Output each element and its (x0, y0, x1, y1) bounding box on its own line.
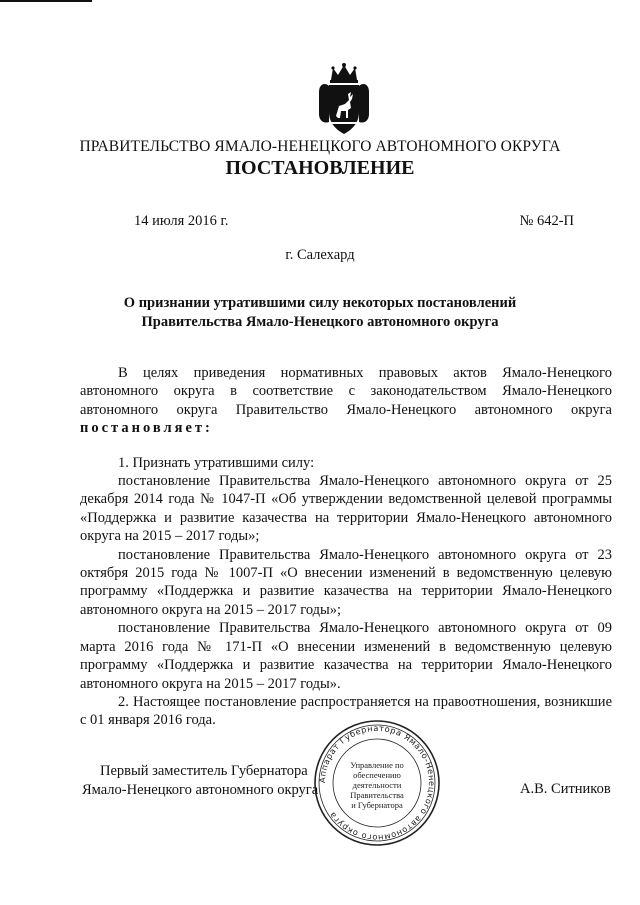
document-body (80, 364, 612, 730)
item-2: 2. Настоящее постановление распространяется на правоотношения, возникшие с 01 января 2016 года. (80, 693, 612, 729)
document-date: 14 июля 2016 г. (134, 213, 229, 229)
position-line: Ямало-Ненецкого автономного округа (82, 782, 319, 798)
stamp-line: деятельности (352, 780, 402, 790)
top-rule (0, 0, 92, 2)
title-line: О признании утратившими силу некоторых постановлений (123, 295, 517, 311)
stamp-ring-text: Аппарат Губернатора Ямало-Ненецкого автономного округа (316, 722, 438, 844)
stamp-line: и Губернатора (351, 800, 403, 810)
coat-of-arms-icon (315, 62, 373, 136)
preamble-paragraph (80, 364, 612, 438)
sub-item-1: постановление Правительства Ямало-Ненецкого автономного округа от 25 декабря 2014 года № 1047-П «Об утверждении ведомственной целевой программы «Поддержка и развитие казачества на территории Ямало-Ненецкого автономного округа на 2015 – 2017 годы»; (80, 473, 612, 545)
title-line: Правительства Ямало-Ненецкого автономного округа (141, 314, 499, 330)
document-title (80, 294, 560, 332)
sub-item-2: постановление Правительства Ямало-Ненецкого автономного округа от 23 октября 2015 года № 1007-П «О внесении изменений в ведомственную целевую программу «Поддержка и развитие казачества на территории Ямало-Ненецкого автономного округа на 2015 – 2017 годы»; (80, 546, 612, 618)
item-1: 1. Признать утратившими силу: (118, 454, 315, 471)
document-city: г. Салехард (285, 247, 355, 263)
preamble-text: В целях приведения нормативных правовых актов Ямало-Ненецкого автономного округа в соответствие с законодательством Ямало-Ненецкого автономного округа Правительство Ямало-Ненецкого автономного округа (80, 365, 612, 418)
signatory-position (82, 762, 322, 800)
stamp-line: обеспечению (353, 770, 401, 780)
government-name: ПРАВИТЕЛЬСТВО ЯМАЛО-НЕНЕЦКОГО АВТОНОМНОГО ОКРУГА (79, 138, 561, 155)
signatory-name: А.В. Ситников (520, 781, 611, 797)
resolves-word: постановляет: (80, 420, 213, 437)
position-line: Первый заместитель Губернатора (100, 763, 308, 779)
document-type: ПОСТАНОВЛЕНИЕ (225, 157, 415, 179)
official-seal-icon (312, 718, 442, 848)
stamp-line: Правительства (350, 790, 404, 800)
sub-item-3: постановление Правительства Ямало-Ненецкого автономного округа от 09 марта 2016 года № 171-П «О внесении изменений в ведомственную целевую программу «Поддержка и развитие казачества на территории Ямало-Ненецкого автономного округа на 2015 – 2017 годы». (80, 620, 612, 692)
document-number: № 642-П (519, 213, 574, 229)
stamp-line: Управление по (350, 760, 404, 770)
